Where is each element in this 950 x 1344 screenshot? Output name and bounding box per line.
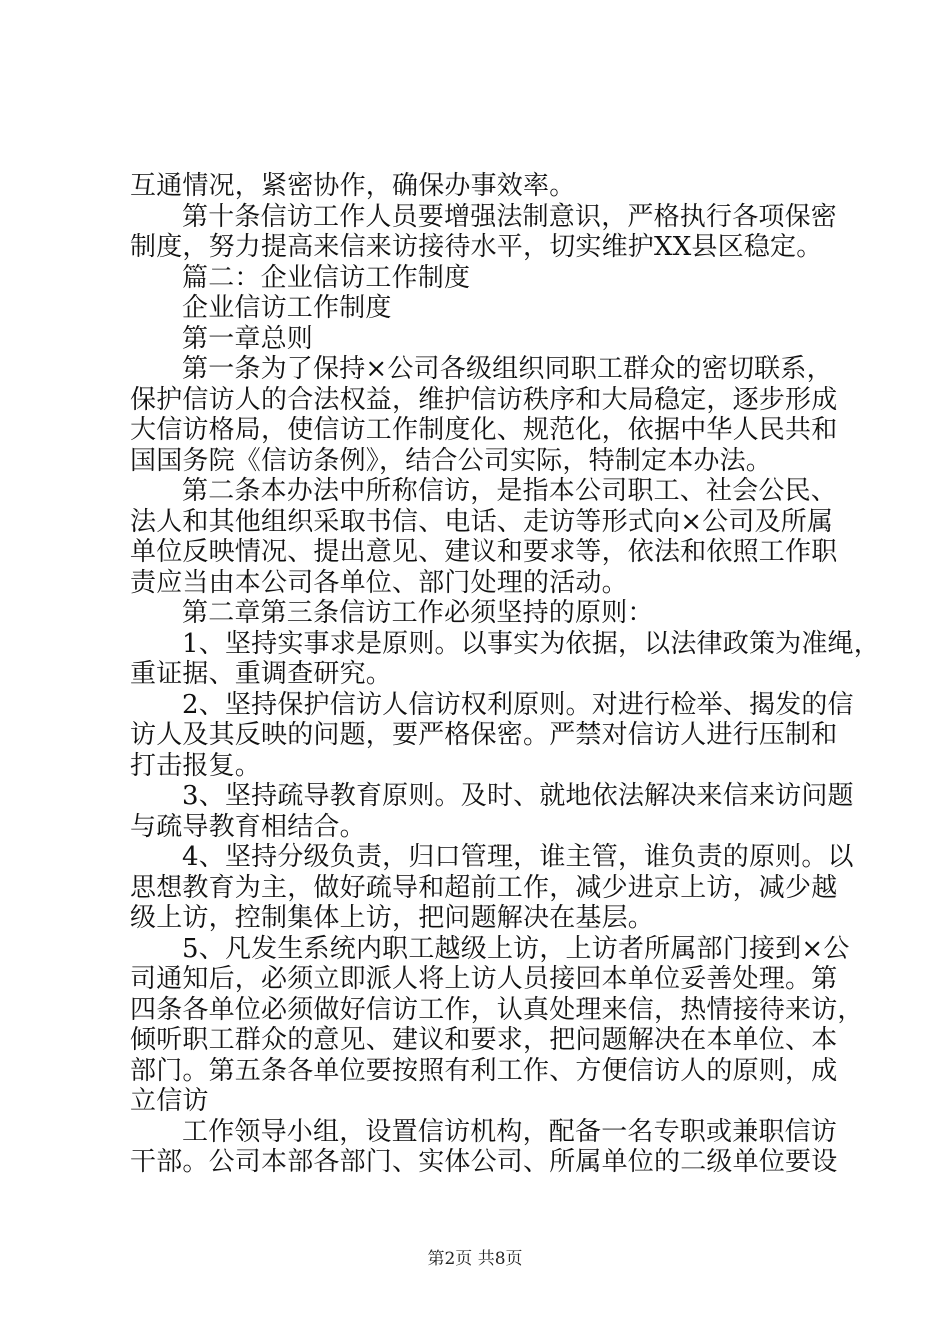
section-heading: 篇二：企业信访工作制度 [182,262,471,293]
text-line: 第二条本办法中所称信访，是指本公司职工、社会公民、 [182,476,838,506]
text-line: 部门。第五条各单位要按照有利工作、方便信访人的原则，成 [130,1055,838,1086]
text-line: 工作领导小组，设置信访机构，配备一名专职或兼职信访 [182,1116,838,1147]
text-line: 访人及其反映的问题，要严格保密。严禁对信访人进行压制和 [130,720,838,750]
text-line: 法人和其他组织采取书信、电话、走访等形式向×公司及所属 [130,506,834,537]
text-line: 第十条信访工作人员要增强法制意识，严格执行各项保密 [182,201,838,232]
text-line: 责应当由本公司各单位、部门处理的活动。 [130,567,628,598]
text-line: 与疏导教育相结合。 [130,811,366,842]
text-line: 互通情况，紧密协作，确保办事效率。 [130,171,576,201]
page-number: 第2页 共8页 [427,1249,523,1269]
text-line: 立信访 [130,1086,209,1116]
text-line: 四条各单位必须做好信访工作，认真处理来信，热情接待来访， [130,994,864,1025]
text-line: 单位反映情况、提出意见、建议和要求等，依法和依照工作职 [130,537,838,567]
text-line: 级上访，控制集体上访，把问题解决在基层。 [130,903,655,933]
text-line: 5、凡发生系统内职工越级上访，上访者所属部门接到×公 [182,933,850,964]
page-footer [0,1244,950,1269]
text-line: 1、坚持实事求是原则。以事实为依据，以法律政策为准绳， [182,628,880,659]
text-line: 打击报复。 [130,750,262,781]
text-line: 第一条为了保持×公司各级组织同职工群众的密切联系， [182,354,833,384]
text-line: 思想教育为主，做好疏导和超前工作，减少进京上访，减少越 [130,872,838,903]
text-line: 3、坚持疏导教育原则。及时、就地依法解决来信来访问题 [182,781,854,811]
text-line: 重证据、重调查研究。 [130,659,393,689]
text-line: 司通知后，必须立即派人将上访人员接回本单位妥善处理。第 [130,964,838,994]
text-line: 2、坚持保护信访人信访权利原则。对进行检举、揭发的信 [182,689,854,720]
text-line: 干部。公司本部各部门、实体公司、所属单位的二级单位要设 [130,1147,838,1177]
text-line: 倾听职工群众的意见、建议和要求，把问题解决在本单位、本 [130,1025,838,1055]
document-body [130,171,880,1178]
text-line: 大信访格局，使信访工作制度化、规范化，依据中华人民共和 [130,415,838,445]
text-line: 国国务院《信访条例》，结合公司实际，特制定本办法。 [130,445,773,476]
text-line: 第二章第三条信访工作必须坚持的原则： [182,598,654,628]
text-line: 4、坚持分级负责，归口管理，谁主管，谁负责的原则。以 [182,842,854,872]
chapter-heading: 第一章总则 [182,323,314,354]
text-line: 制度，努力提高来信来访接待水平，切实维护XX县区稳定。 [130,232,823,262]
text-line: 保护信访人的合法权益，维护信访秩序和大局稳定，逐步形成 [130,384,838,415]
document-title: 企业信访工作制度 [182,293,392,323]
